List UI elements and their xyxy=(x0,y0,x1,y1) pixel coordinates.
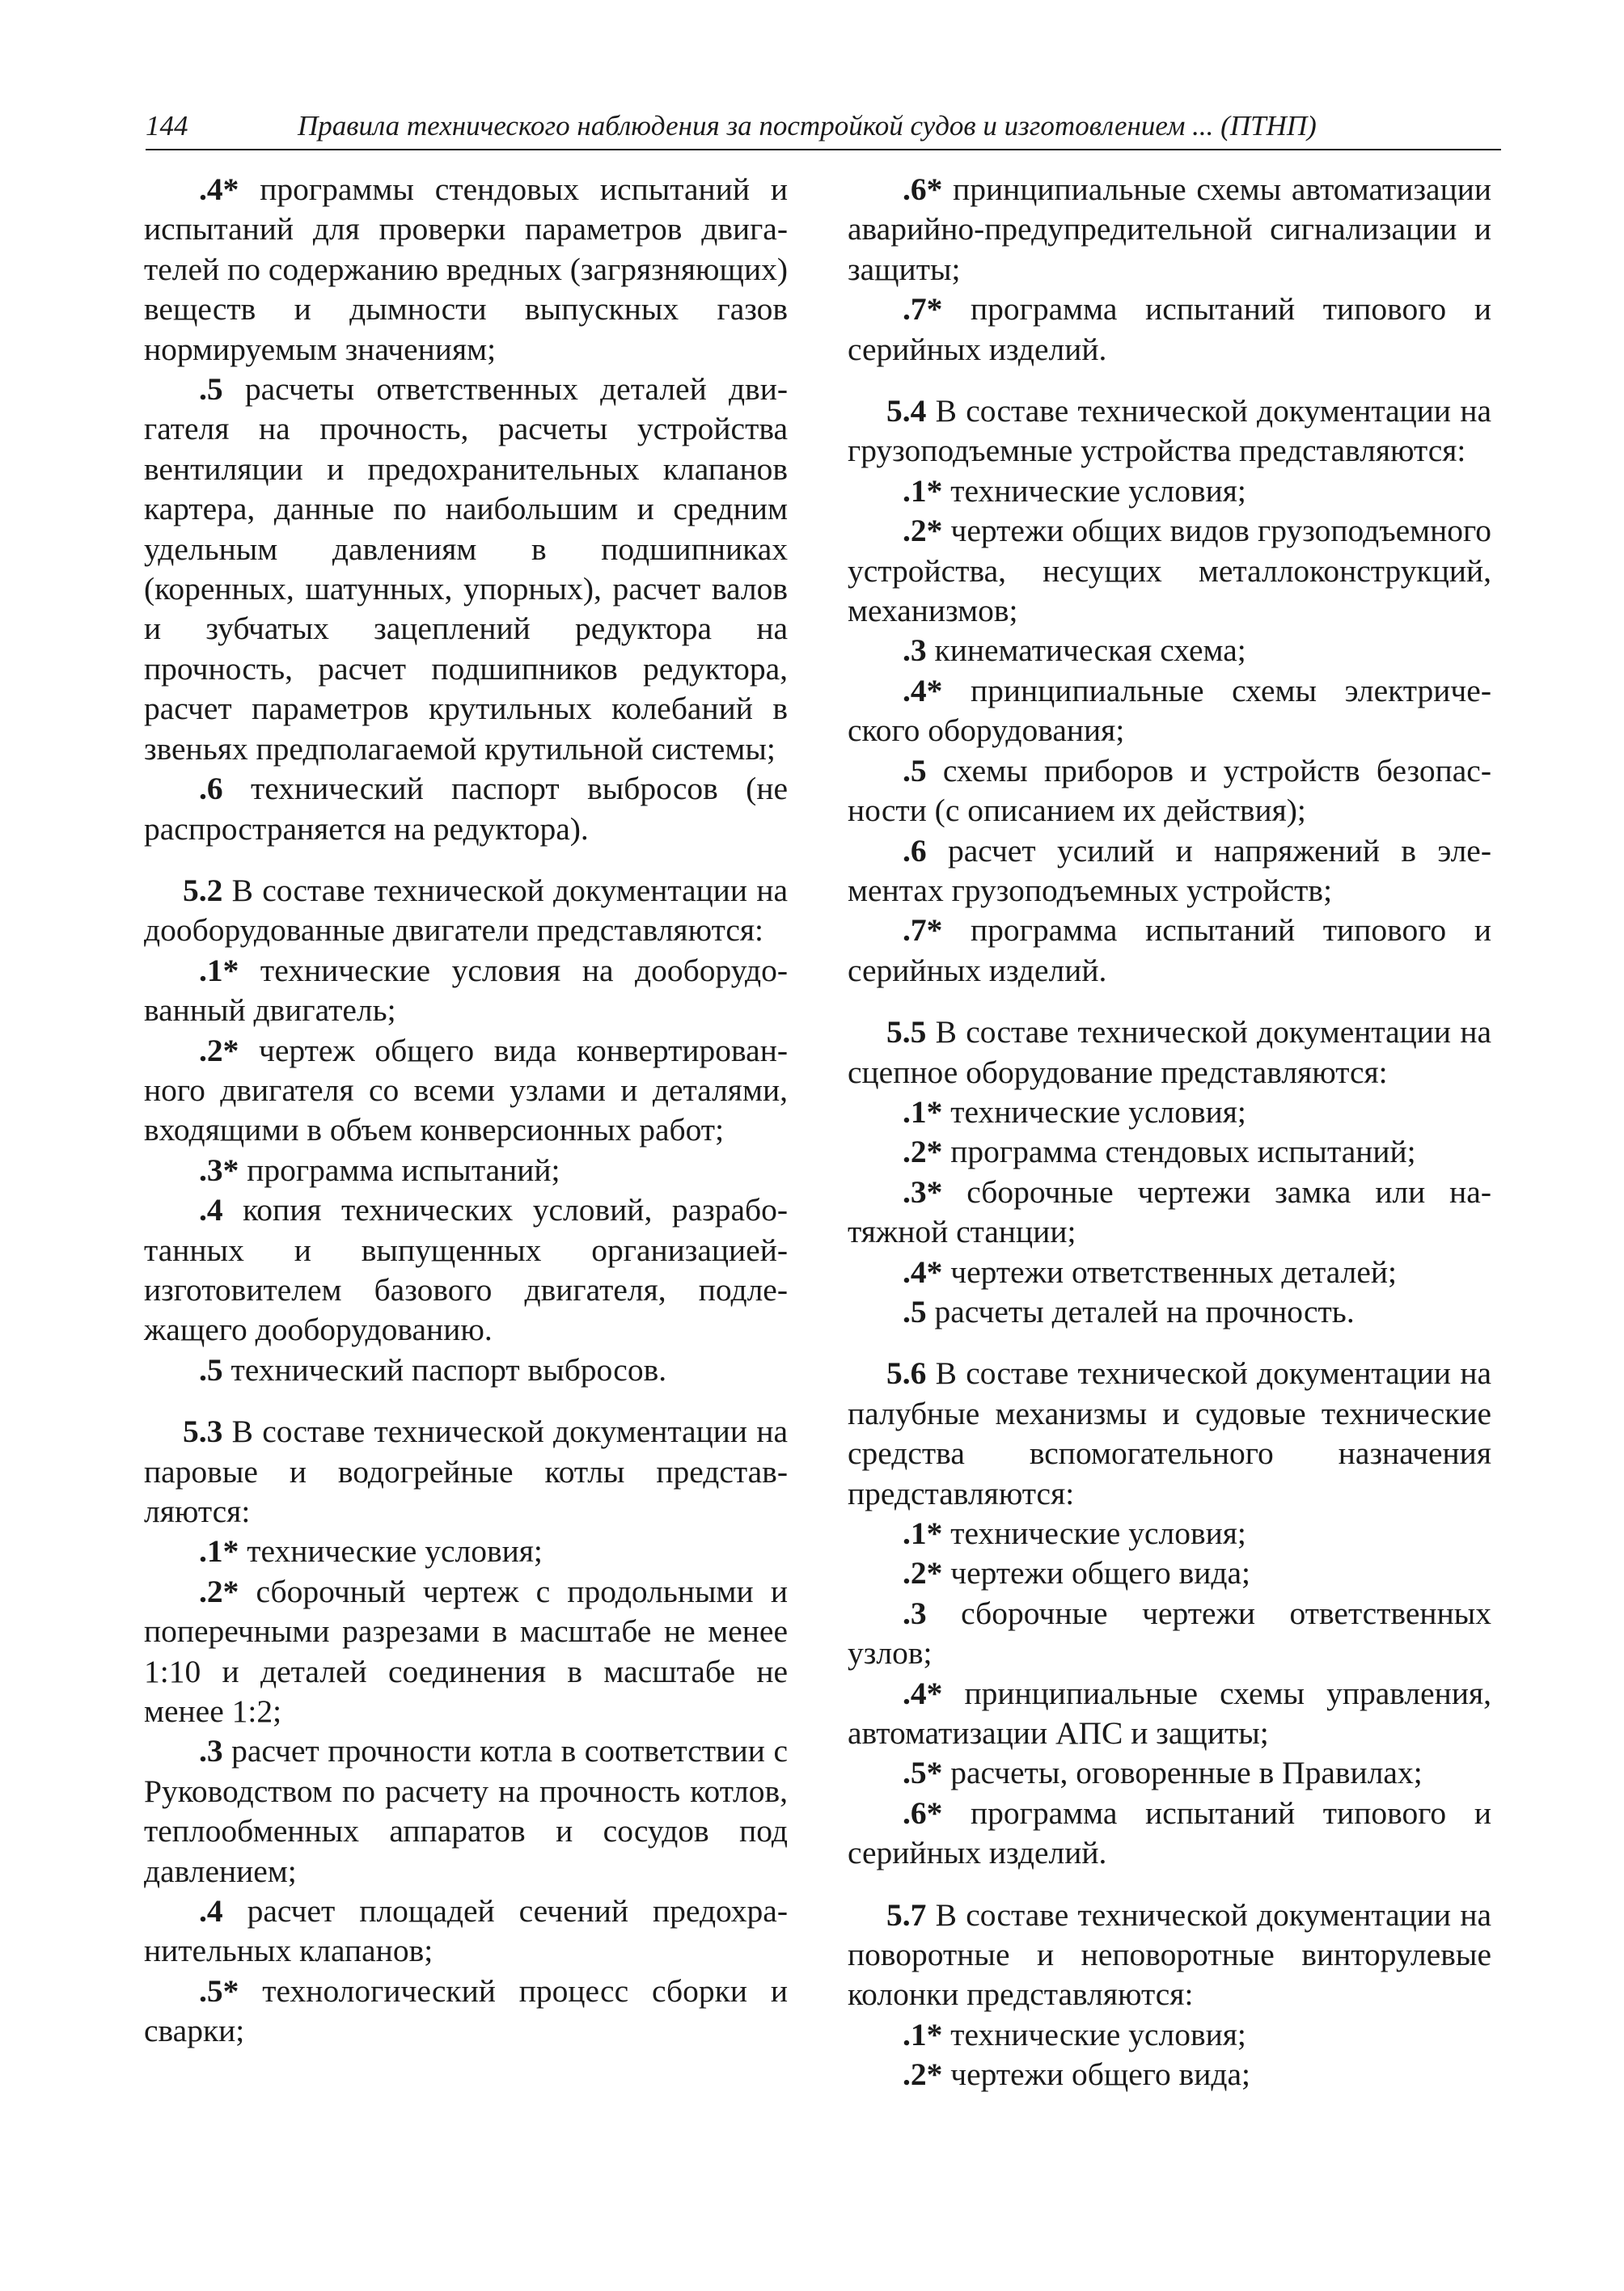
item-text: технические условия; xyxy=(942,2016,1246,2052)
item-text: программа стендовых испытаний; xyxy=(942,1134,1416,1170)
item-number: .5* xyxy=(199,1972,239,2009)
item-text: чертежи общих видов грузоподъемного устройства, несущих металлоконструкций, механизмов; xyxy=(848,513,1491,629)
item-text: копия технических условий, разработанных и выпущенных организацией-изготовителем базового двигателя, подлежащего дооборудованию. xyxy=(144,1192,788,1348)
item-text: программа испытаний типового и серийных изделий. xyxy=(848,291,1491,367)
item-text: программы стендовых испытаний и испытаний для проверки параметров двигателей по содержанию вредных (загрязняющих) веществ и дымности выпускных газов нормируемым значениям; xyxy=(144,171,788,367)
section-paragraph xyxy=(848,1354,1491,1514)
item-number: 5.7 xyxy=(886,1896,927,1933)
list-item xyxy=(848,2055,1491,2094)
item-text: В составе технической документации на паровые и водогрейные котлы представляются: xyxy=(144,1414,788,1529)
item-text: В составе технической документации на сцепное оборудование представляются: xyxy=(848,1014,1491,1090)
list-item xyxy=(848,1253,1491,1292)
item-number: .7* xyxy=(903,291,943,328)
list-item xyxy=(848,1093,1491,1132)
list-item xyxy=(144,951,788,1031)
item-number: .4* xyxy=(903,1675,943,1711)
right-column xyxy=(848,170,1491,2095)
item-number: .1* xyxy=(903,1093,943,1130)
item-number: .5 xyxy=(199,1351,223,1388)
item-number: .5 xyxy=(903,752,927,788)
item-text: технические условия; xyxy=(942,1515,1246,1551)
item-number: 5.2 xyxy=(183,872,223,908)
list-item xyxy=(848,1514,1491,1553)
item-text: технические условия на дооборудованный двигатель; xyxy=(144,952,788,1029)
item-text: программа испытаний; xyxy=(239,1152,560,1188)
item-text: принципиальные схемы автоматизации аварийно-предупредительной сигнализации и защиты; xyxy=(848,171,1491,287)
item-number: 5.6 xyxy=(886,1355,927,1392)
list-item xyxy=(848,1173,1491,1253)
list-item xyxy=(848,511,1491,631)
item-text: технический паспорт выбросов. xyxy=(222,1351,667,1388)
item-text: чертежи ответственных деталей; xyxy=(942,1253,1397,1290)
item-text: принципиальные схемы управления, автоматизации АПС и защиты; xyxy=(848,1675,1491,1752)
item-text: программа испытаний типового и серийных изделий. xyxy=(848,1794,1491,1871)
item-text: В составе технической документации на палубные механизмы и судовые технические средства вспомогательного назначения представляются: xyxy=(848,1355,1491,1511)
item-text: программа испытаний типового и серийных изделий. xyxy=(848,912,1491,988)
list-item xyxy=(848,471,1491,511)
item-text: технические условия; xyxy=(942,472,1246,509)
item-text: схемы приборов и устройств безопасности (с описанием их действия); xyxy=(848,752,1491,829)
item-number: .3 xyxy=(903,1595,927,1631)
item-number: .1* xyxy=(903,472,943,509)
item-number: .1* xyxy=(903,2016,943,2052)
item-number: 5.3 xyxy=(183,1414,223,1450)
item-number: .1* xyxy=(903,1515,943,1551)
list-item xyxy=(848,290,1491,370)
item-text: расчет площадей сечений предохранительных клапанов; xyxy=(144,1893,788,1969)
item-text: расчеты, оговоренные в Правилах; xyxy=(942,1755,1423,1791)
list-item xyxy=(144,370,788,769)
item-number: .6* xyxy=(903,1794,943,1831)
list-item xyxy=(144,170,788,370)
item-number: .3 xyxy=(903,632,927,669)
item-number: 5.5 xyxy=(886,1014,927,1050)
item-text: В составе технической документации на грузоподъемные устройства представляются: xyxy=(848,393,1491,469)
item-number: .2* xyxy=(903,513,943,549)
item-text: расчет усилий и напряжений в элементах грузоподъемных устройств; xyxy=(848,832,1491,908)
list-item xyxy=(848,671,1491,751)
item-text: технические условия; xyxy=(942,1093,1246,1130)
item-number: .4* xyxy=(903,1253,943,1290)
list-item xyxy=(848,1594,1491,1674)
item-number: .2* xyxy=(903,2056,943,2093)
item-text: принципиальные схемы электрического оборудования; xyxy=(848,672,1491,749)
item-number: .5 xyxy=(199,371,223,408)
list-item xyxy=(848,1292,1491,1332)
list-item xyxy=(144,769,788,849)
item-number: 5.4 xyxy=(886,393,927,429)
item-number: .3 xyxy=(199,1733,223,1769)
item-number: .5* xyxy=(903,1755,943,1791)
list-item xyxy=(848,831,1491,911)
page-number: 144 xyxy=(146,110,188,142)
item-text: чертеж общего вида конвертированного двигателя со всеми узлами и деталями, входящими в объем конверсионных работ; xyxy=(144,1032,788,1148)
list-item xyxy=(848,751,1491,831)
section-paragraph xyxy=(848,1896,1491,2015)
list-item xyxy=(848,1132,1491,1172)
list-item xyxy=(144,1572,788,1732)
list-item xyxy=(848,1553,1491,1593)
item-text: расчет прочности котла в соответствии с Руководством по расчету на прочность котлов, теплообменных аппаратов и сосудов под давлением; xyxy=(144,1733,788,1889)
item-number: .4 xyxy=(199,1893,223,1930)
list-item xyxy=(144,1532,788,1571)
item-number: .1* xyxy=(199,1533,239,1570)
item-text: технические условия; xyxy=(239,1533,543,1570)
item-text: сборочные чертежи ответственных узлов; xyxy=(848,1595,1491,1672)
list-item xyxy=(848,1674,1491,1754)
item-text: чертежи общего вида; xyxy=(942,1555,1251,1591)
list-item xyxy=(848,2015,1491,2055)
list-item xyxy=(144,1351,788,1390)
item-number: .6 xyxy=(903,832,927,869)
item-number: .3* xyxy=(199,1152,239,1188)
list-item xyxy=(144,1731,788,1892)
list-item xyxy=(848,1794,1491,1874)
list-item xyxy=(144,1031,788,1151)
section-paragraph xyxy=(144,871,788,951)
item-text: В составе технической документации на поворотные и неповоротные винторулевые колонки представляются: xyxy=(848,1896,1491,2013)
item-number: .6 xyxy=(199,771,223,807)
item-text: сборочный чертеж с продольными и поперечными разрезами в масштабе не менее 1:10 и деталей соединения в масштабе не менее 1:2; xyxy=(144,1573,788,1730)
item-number: .2* xyxy=(903,1134,943,1170)
running-title: Правила технического наблюдения за постройкой судов и изготовлением ... (ПТНП) xyxy=(298,110,1317,142)
item-text: В составе технической документации на дооборудованные двигатели представляются: xyxy=(144,872,788,949)
list-item xyxy=(144,1972,788,2052)
item-number: .1* xyxy=(199,952,239,988)
item-text: технический паспорт выбросов (не распространяется на редуктора). xyxy=(144,771,788,847)
item-number: .5 xyxy=(903,1293,927,1329)
list-item xyxy=(144,1892,788,1972)
item-text: расчеты деталей на прочность. xyxy=(926,1293,1355,1329)
list-item xyxy=(848,911,1491,991)
item-number: .4* xyxy=(199,171,239,207)
list-item xyxy=(848,170,1491,290)
item-text: технологический процесс сборки и сварки; xyxy=(144,1972,788,2049)
item-number: .7* xyxy=(903,912,943,949)
section-paragraph xyxy=(848,1012,1491,1093)
item-number: .2* xyxy=(199,1573,239,1609)
left-column xyxy=(144,170,788,2052)
item-number: .4 xyxy=(199,1192,223,1228)
running-header xyxy=(146,110,1501,150)
section-paragraph xyxy=(144,1412,788,1532)
list-item xyxy=(144,1190,788,1351)
item-number: .2* xyxy=(199,1032,239,1068)
section-paragraph xyxy=(848,391,1491,471)
item-number: .2* xyxy=(903,1555,943,1591)
item-number: .3* xyxy=(903,1173,943,1210)
item-text: кинематическая схема; xyxy=(926,632,1246,669)
item-number: .6* xyxy=(903,171,943,207)
item-text: чертежи общего вида; xyxy=(942,2056,1251,2093)
list-item xyxy=(848,1753,1491,1793)
list-item xyxy=(848,631,1491,670)
list-item xyxy=(144,1151,788,1190)
item-number: .4* xyxy=(903,672,943,708)
item-text: сборочные чертежи замка или натяжной станции; xyxy=(848,1173,1491,1250)
item-text: расчеты ответственных деталей двигателя на прочность, расчеты устройства вентиляции и предохранительных клапанов картера, данные по наибольшим и средним удельным давлениям в подшипниках (коренных, шатунных, упорных), расчет валов и зубчатых зацеплений редуктора на прочность, расчет подшипников редуктора, расчет параметров крутильных колебаний в звеньях предполагаемой крутильной системы; xyxy=(144,371,788,767)
